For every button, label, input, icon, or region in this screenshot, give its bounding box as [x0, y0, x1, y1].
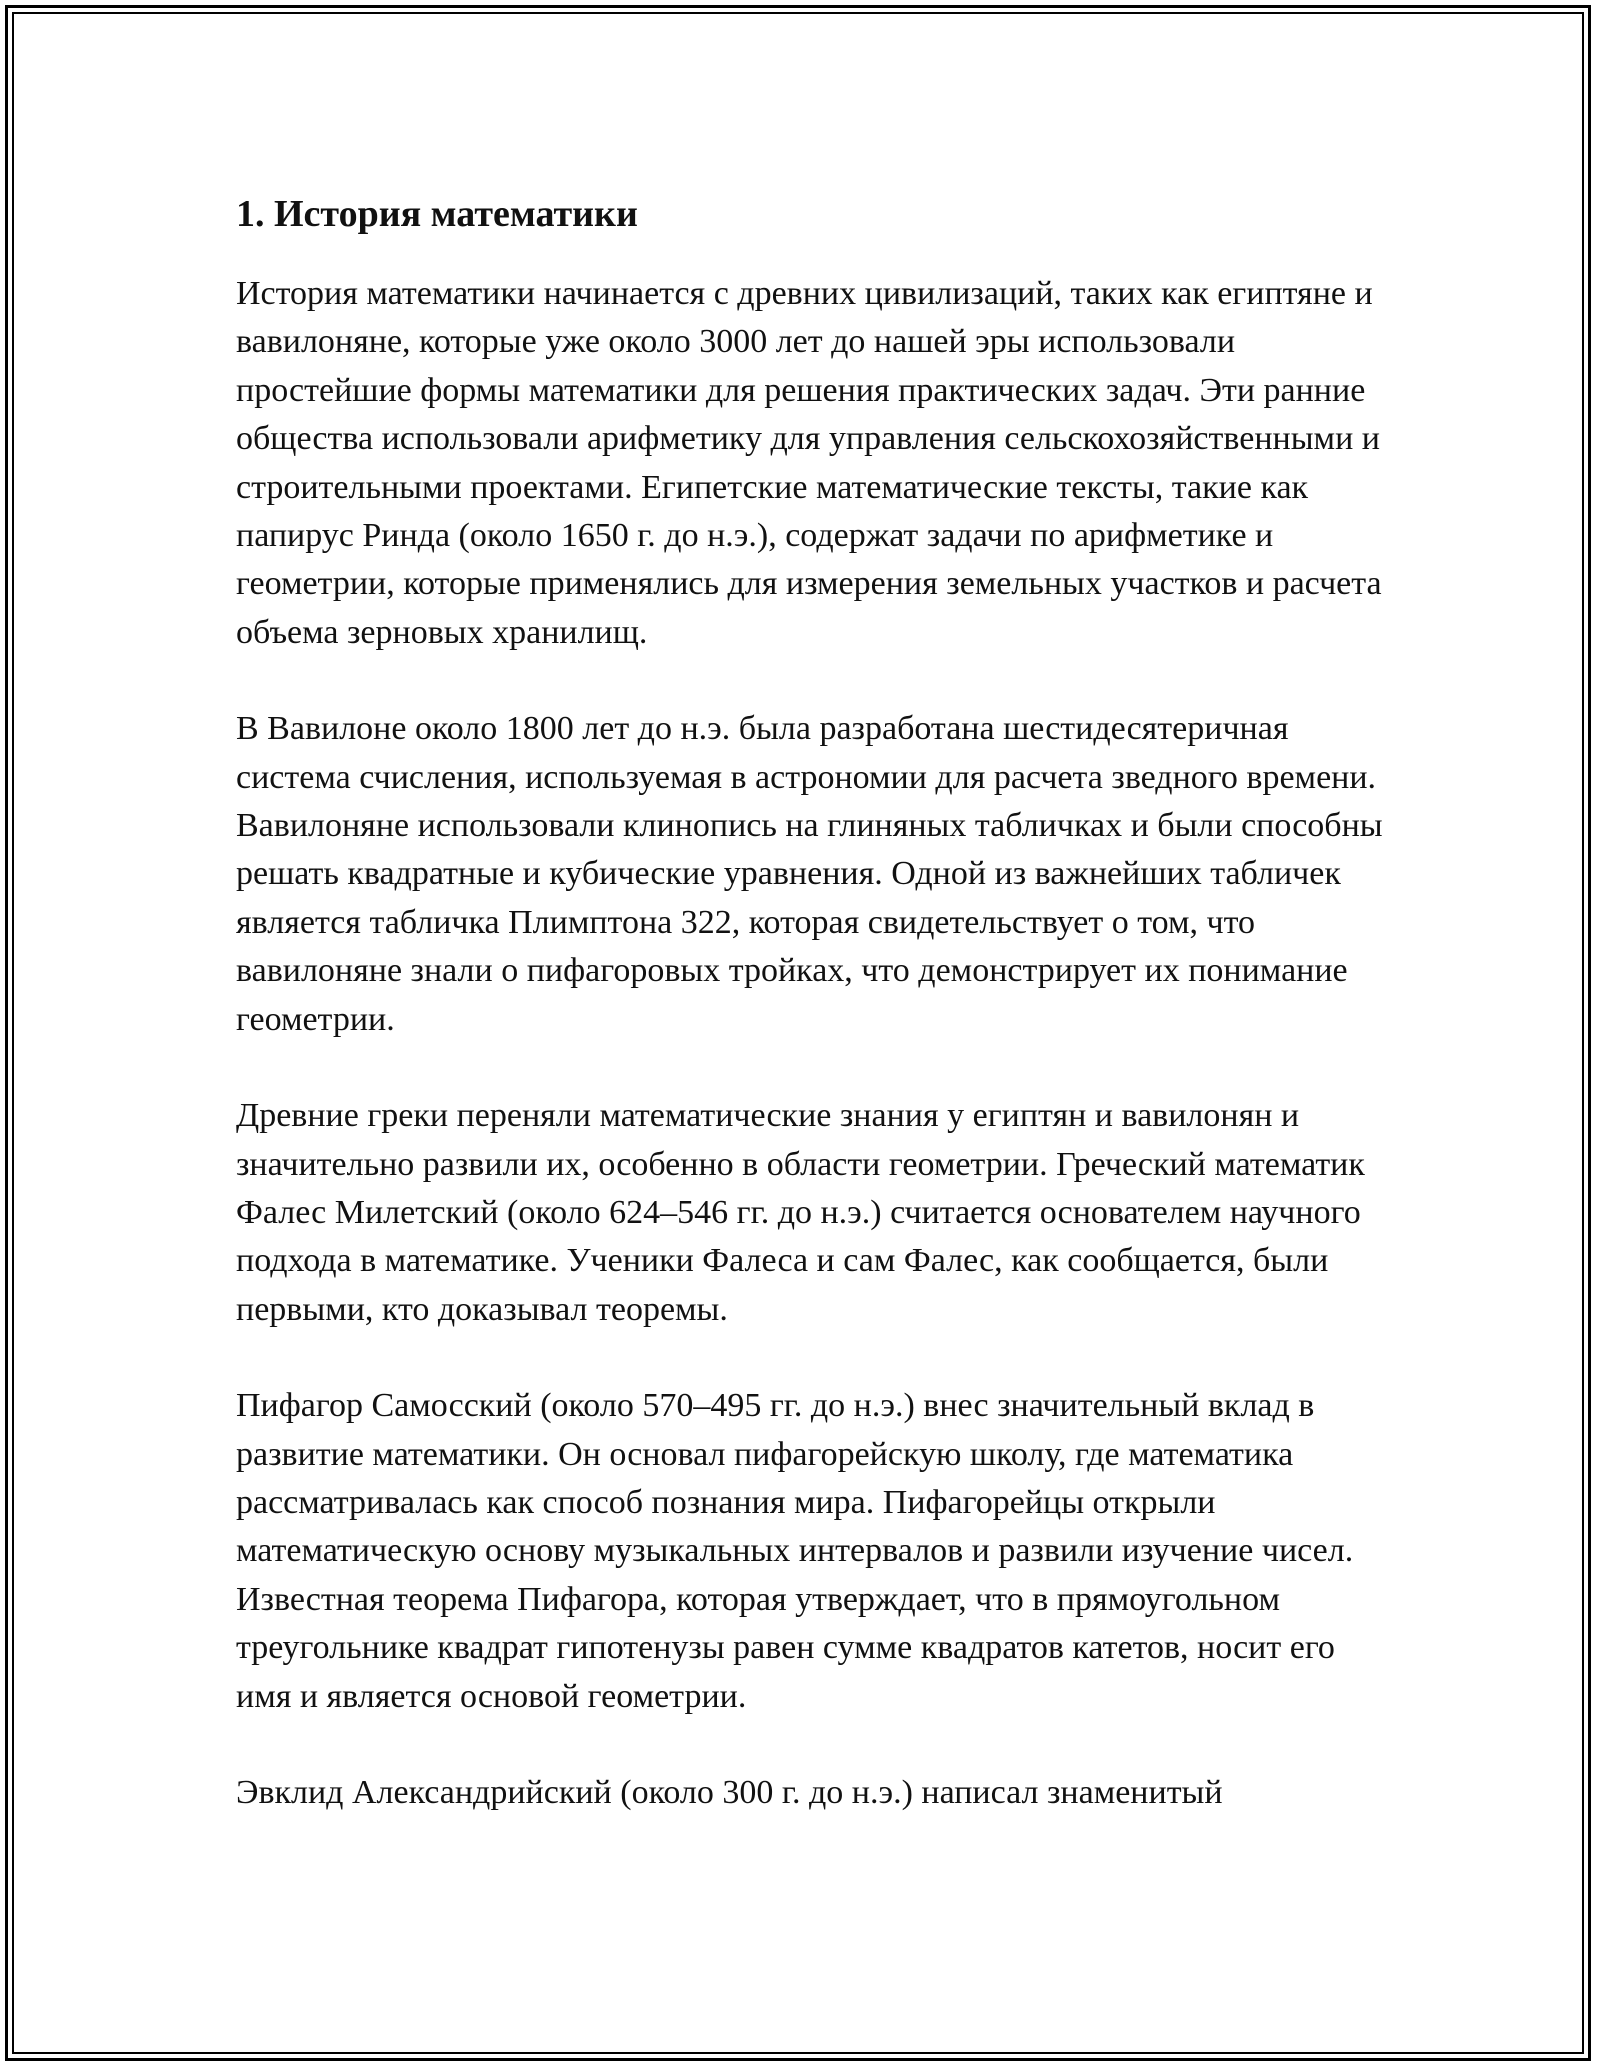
- paragraph-pythagoras: Пифагор Самосский (около 570–495 гг. до н.э.) внес значительный вклад в развитие математики. Он основал пифагорейскую школу, где математика рассматривалась как способ познания мира. Пифагорейцы открыли математическую основу музыкальных интервалов и развили изучение чисел. Известная теорема Пифагора, которая утверждает, что в прямоугольном треугольнике квадрат гипотенузы равен сумме квадратов катетов, носит его имя и является основой геометрии.: [236, 1387, 1354, 1715]
- paragraph-babylon: В Вавилоне около 1800 лет до н.э. была разработана шестидесятеричная система счисления, используемая в астрономии для расчета зведного времени. Вавилоняне использовали клинопись на глиняных табличках и были способны решать квадратные и кубические уравнения. Одной из важнейших табличек является табличка Плимптона 322, которая свидетельствует о том, что вавилоняне знали о пифагоровых тройках, что демонстрирует их понимание геометрии.: [236, 710, 1383, 1038]
- document-body: [236, 186, 1386, 1865]
- paragraph-egypt-babylon: История математики начинается с древних цивилизаций, таких как египтяне и вавилоняне, которые уже около 3000 лет до нашей эры использовали простейшие формы математики для решения практических задач. Эти ранние общества использовали арифметику для управления сельскохозяйственными и строительными проектами. Египетские математические тексты, такие как папирус Ринда (около 1650 г. до н.э.), содержат задачи по арифметике и геометрии, которые применялись для измерения земельных участков и расчета объема зерновых хранилищ.: [236, 275, 1382, 651]
- section-heading: 1. История математики: [236, 193, 638, 235]
- paragraph-greeks: Древние греки переняли математические знания у египтян и вавилонян и значительно развили их, особенно в области геометрии. Греческий математик Фалес Милетский (около 624–546 гг. до н.э.) считается основателем научного подхода в математике. Ученики Фалеса и сам Фалес, как сообщается, были первыми, кто доказывал теоремы.: [236, 1097, 1365, 1328]
- paragraph-euclid: Эвклид Александрийский (около 300 г. до н.э.) написал знаменитый: [236, 1773, 1223, 1811]
